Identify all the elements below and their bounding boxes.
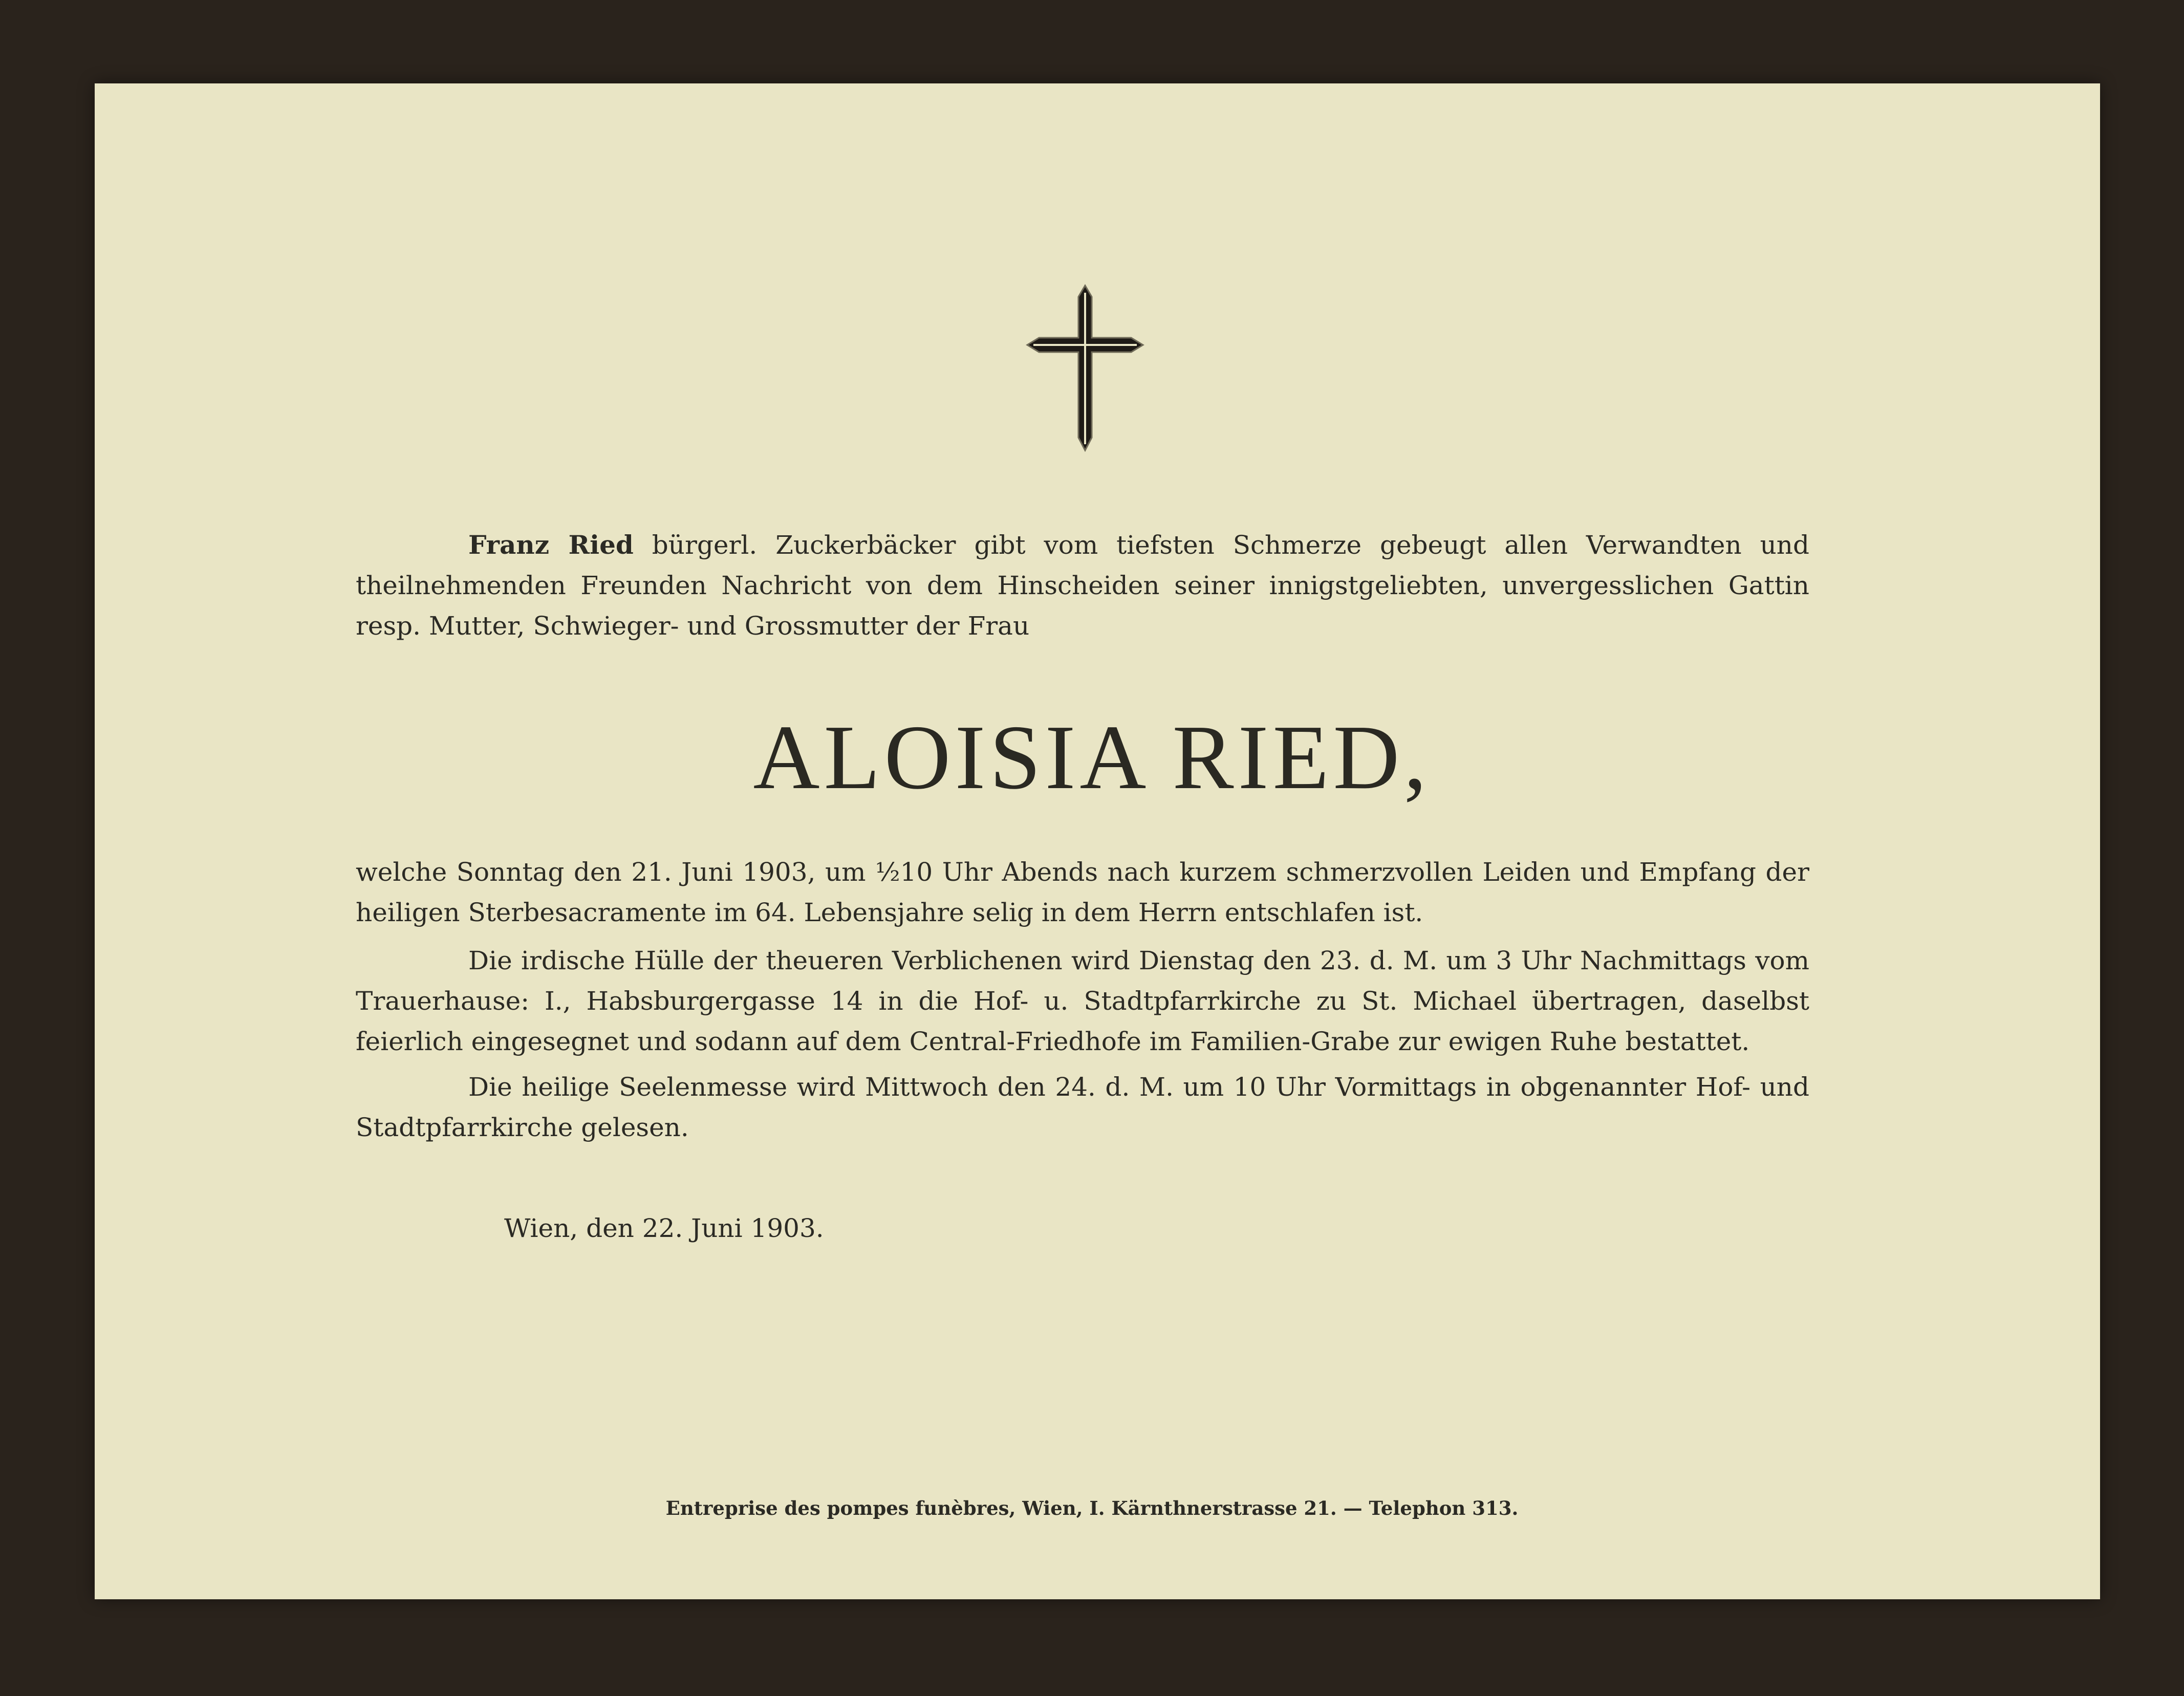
death-paragraph: welche Sonntag den 21. Juni 1903, um ½10 Uhr Abends nach kurzem schmerzvollen Leiden und Empfang der heiligen Sterbesacramente im 64. Lebensjahre selig in dem Herrn entschlafen ist.: [356, 857, 1809, 927]
intro-text: bürgerl. Zuckerbäcker gibt vom tiefsten Schmerze gebeugt allen Verwandten und theilnehmenden Freunden Nachricht von dem Hinscheiden seiner innigstgeliebten, unvergesslichen Gattin resp. Mutter, Schwieger- und Grossmutter der Frau: [356, 530, 1809, 641]
intro-paragraph: [356, 525, 1809, 646]
place-date: Wien, den 22. Juni 1903.: [504, 1213, 824, 1243]
sender-name: Franz Ried: [468, 530, 634, 560]
funeral-paragraph: Die irdische Hülle der theueren Verblichenen wird Dienstag den 23. d. M. um 3 Uhr Nachmittags vom Trauerhause: I., Habsburgergasse 14 in die Hof- u. Stadtpfarrkirche zu St. Michael übertragen, daselbst feierlich eingesegnet und sodann auf dem Central-Friedhofe im Familien-Grabe zur ewigen Ruhe bestattet.: [356, 946, 1809, 1056]
cross-icon: [1021, 281, 1149, 455]
mass-paragraph: Die heilige Seelenmesse wird Mittwoch den 24. d. M. um 10 Uhr Vormittags in obgenannter Hof- und Stadtpfarrkirche gelesen.: [356, 1072, 1809, 1142]
deceased-name: ALOISIA RIED,: [753, 706, 1431, 808]
undertaker-footer: Entreprise des pompes funèbres, Wien, I. Kärnthnerstrasse 21. — Telephon 313.: [665, 1497, 1519, 1519]
